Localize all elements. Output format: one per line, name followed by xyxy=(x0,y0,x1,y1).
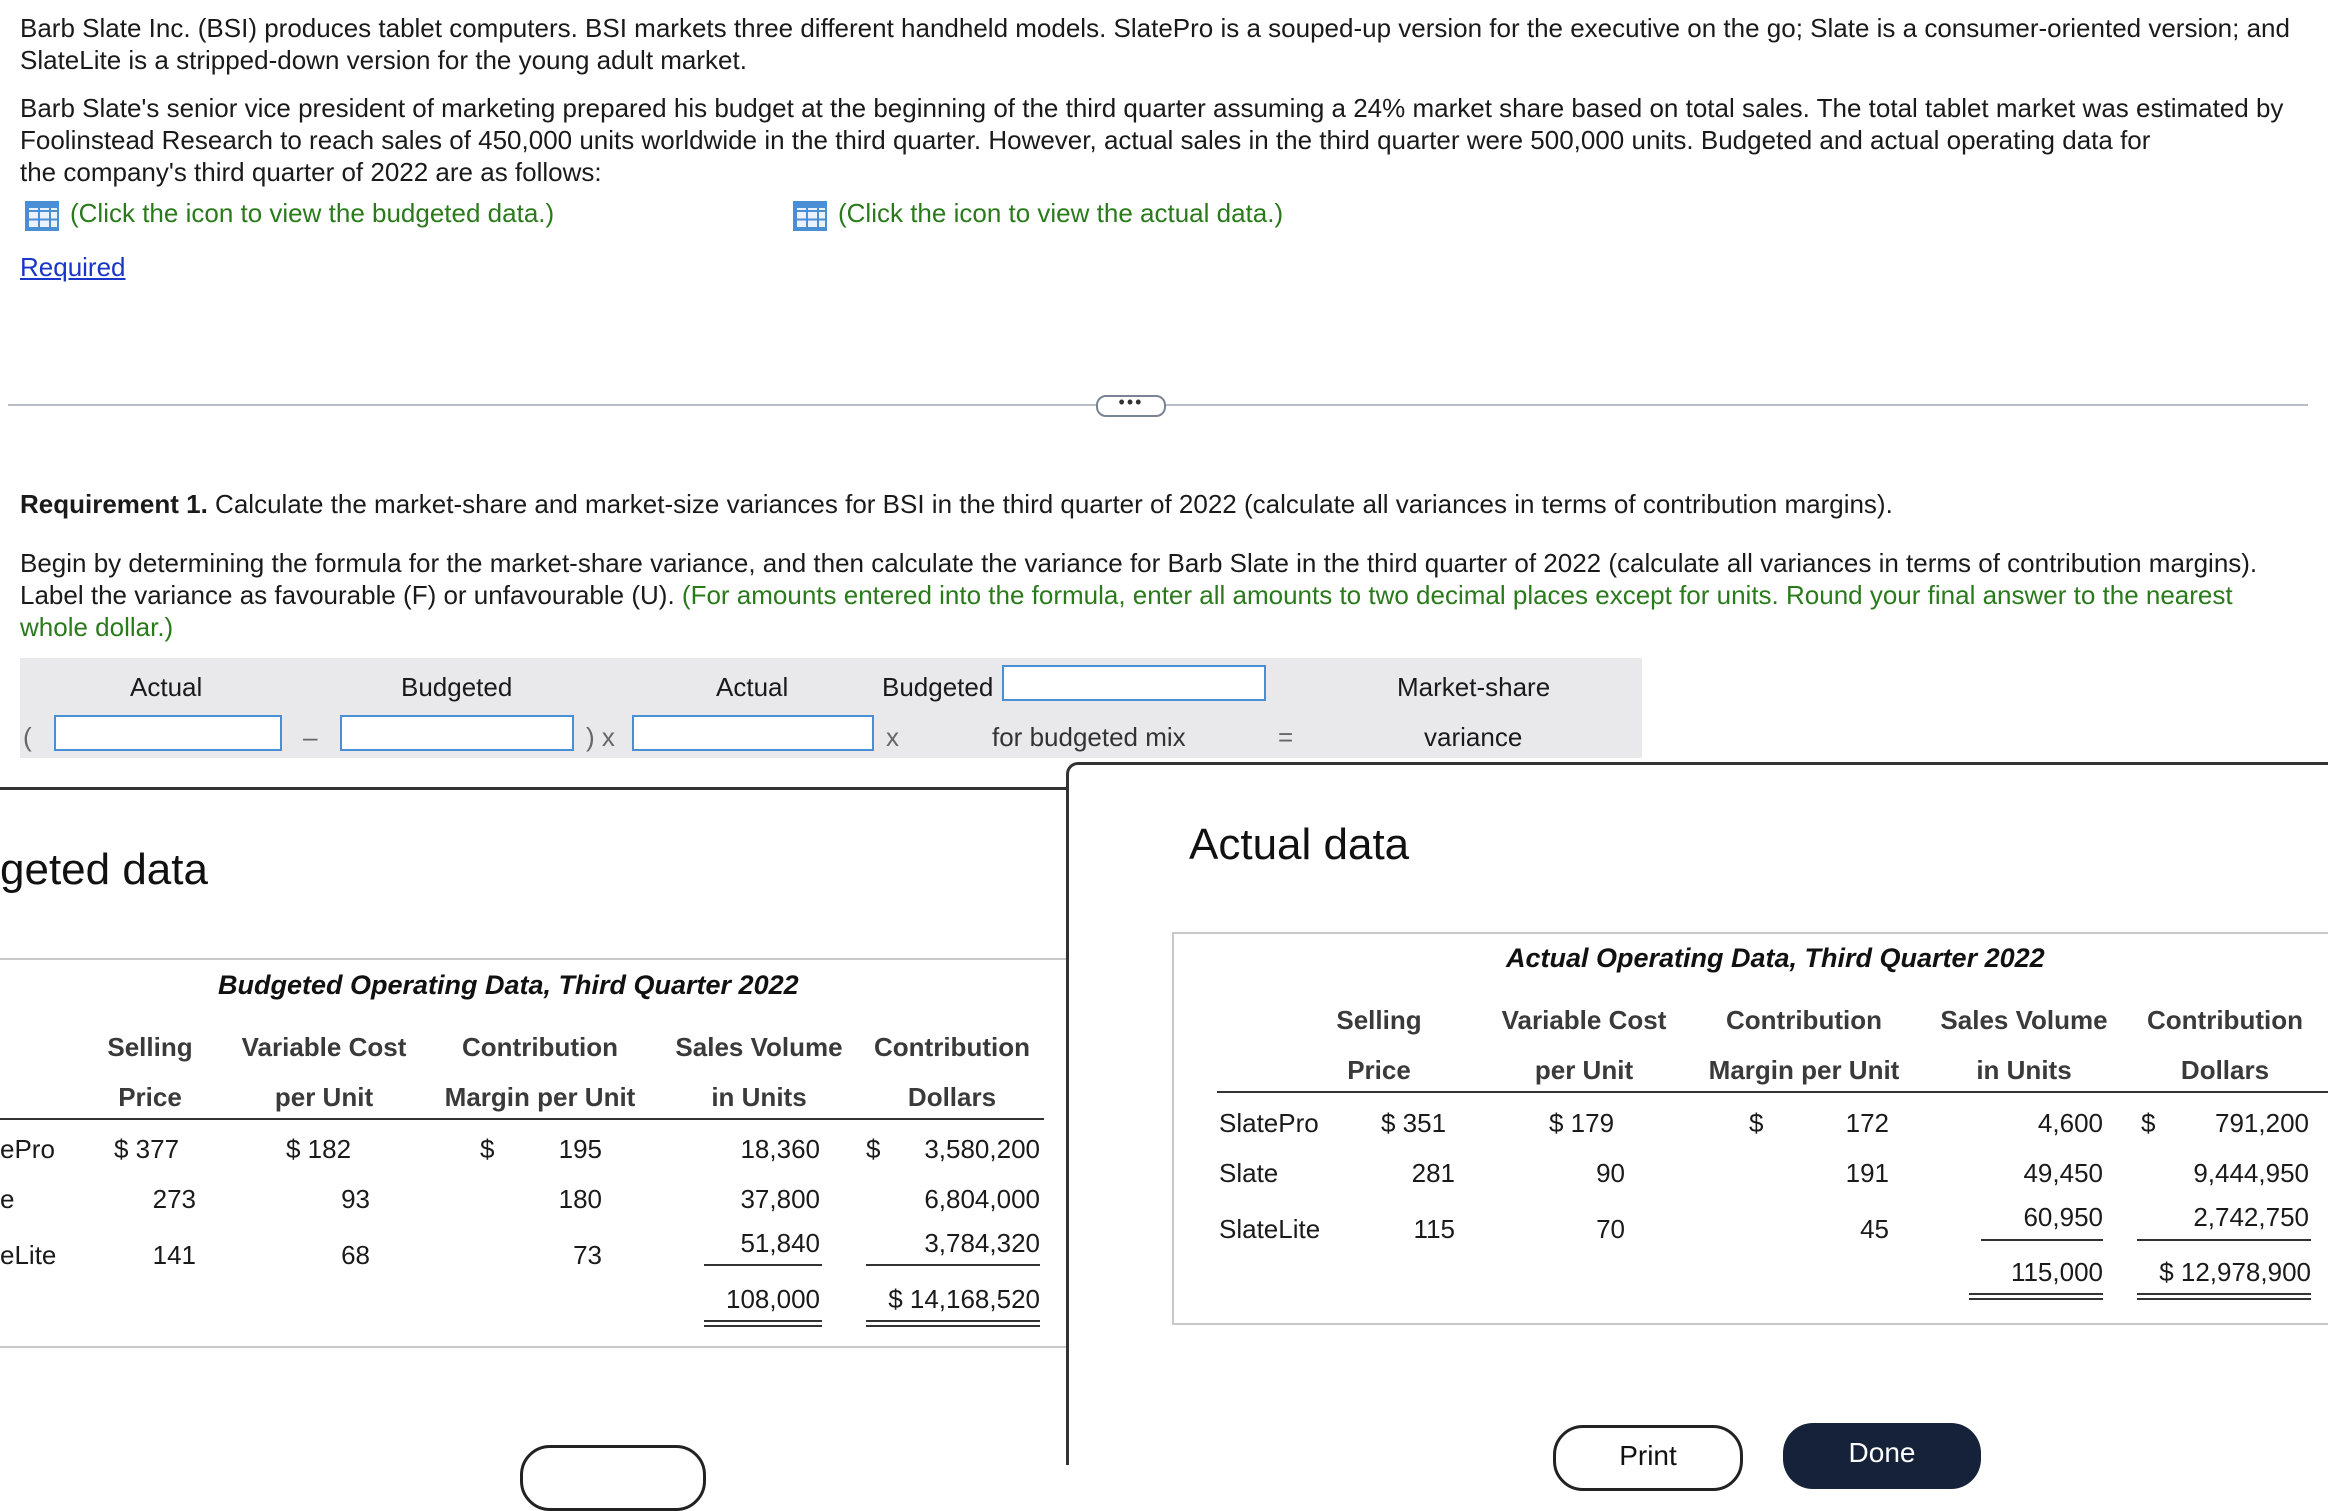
problem-budget-text xyxy=(20,92,2310,188)
requirement-heading xyxy=(20,488,2310,520)
row-variable-cost: 90 xyxy=(1596,1158,1625,1188)
row-product-name: SlateLite xyxy=(1219,1214,1321,1244)
header-variable-cost: Variable Cost xyxy=(1501,1005,1667,1035)
row-units: 49,450 xyxy=(2023,1158,2103,1188)
header-sales-volume: Sales Volume xyxy=(675,1032,843,1062)
done-button[interactable] xyxy=(1783,1423,1981,1489)
instruction-green: (For amounts entered into the formula, enter all amounts to two decimal places except for units. Round your final answer to the nearest xyxy=(681,580,2233,610)
formula-equals: = xyxy=(1278,722,1294,752)
print-button-label: Print xyxy=(1619,1440,1677,1471)
actual-market-size-input[interactable] xyxy=(632,715,874,751)
table-top-border xyxy=(0,958,1066,960)
formula-close-times: ) x xyxy=(586,722,615,752)
row-price: $ 351 xyxy=(1381,1108,1447,1138)
requirement-label: Requirement 1. xyxy=(20,489,208,519)
header-in-units: in Units xyxy=(711,1082,807,1112)
row-variable-cost: 68 xyxy=(341,1240,370,1270)
header-price: Price xyxy=(118,1082,182,1112)
row-product-name: eLite xyxy=(0,1240,57,1270)
header-sales-volume: Sales Volume xyxy=(1940,1005,2108,1035)
total-units: 115,000 xyxy=(2010,1257,2103,1287)
dollars-double-line xyxy=(2137,1298,2311,1300)
row-product-name: e xyxy=(0,1184,15,1214)
header-selling: Selling xyxy=(107,1032,193,1062)
instruction-line: Begin by determining the formula for the market-share variance, and then calculate the variance for Barb Slate in the third quarter of 2022 (calculate all variances in terms of contribution margins). xyxy=(20,548,2258,578)
dollars-subtotal-line xyxy=(2137,1239,2311,1241)
header-contribution-dollars: Contribution xyxy=(2147,1005,2303,1035)
row-contribution-margin: 191 xyxy=(1845,1158,1889,1188)
formula-header-result-1: Market-share xyxy=(1397,672,1551,702)
row-cd-dollar-sign: $ xyxy=(2141,1108,2156,1138)
header-dollars: Dollars xyxy=(907,1082,997,1112)
formula-open-paren: ( xyxy=(23,722,32,752)
done-button-label: Done xyxy=(1848,1437,1916,1468)
row-price: 281 xyxy=(1411,1158,1455,1188)
row-contribution-margin: 73 xyxy=(573,1240,602,1270)
budgeted-share-input[interactable] xyxy=(340,715,574,751)
row-cd-dollar-sign: $ xyxy=(866,1134,881,1164)
units-double-line xyxy=(1969,1293,2103,1295)
row-product-name: ePro xyxy=(0,1134,55,1164)
row-price: 141 xyxy=(152,1240,196,1270)
actual-data-link[interactable]: (Click the icon to view the actual data.) xyxy=(838,198,1284,228)
problem-line: Foolinstead Research to reach sales of 450,000 units worldwide in the third quarter. However, actual sales in the third quarter were 500,000 units. Budgeted and actual operating data for xyxy=(20,125,2151,155)
table-bottom-border xyxy=(0,1346,1066,1348)
market-share-formula xyxy=(20,658,1642,758)
row-contribution-margin: 45 xyxy=(1860,1214,1889,1244)
row-contribution-margin: 172 xyxy=(1845,1108,1889,1138)
formula-header-budgeted-1: Budgeted xyxy=(401,672,513,702)
header-underline xyxy=(0,1118,1044,1120)
actual-data-table-icon[interactable] xyxy=(793,201,827,231)
dollars-subtotal-line xyxy=(866,1264,1040,1266)
row-cm-dollar-sign: $ xyxy=(480,1134,495,1164)
row-price: 115 xyxy=(1413,1214,1455,1244)
print-button[interactable] xyxy=(1553,1425,1743,1491)
problem-intro: Barb Slate Inc. (BSI) produces tablet computers. BSI markets three different handheld models. SlatePro is a souped-up version for the executive on the go; Slate is a consumer-oriented version; and SlateLite is a stripped-down version for the young adult market. xyxy=(20,13,2290,75)
row-contribution-margin: 195 xyxy=(558,1134,602,1164)
actual-table-title: Actual Operating Data, Third Quarter 2022 xyxy=(1506,943,2045,973)
header-variable-cost: Variable Cost xyxy=(241,1032,407,1062)
dollars-double-line xyxy=(866,1325,1040,1327)
header-dollars: Dollars xyxy=(2180,1055,2270,1085)
units-double-line xyxy=(1969,1298,2103,1300)
header-margin-per-unit: Margin per Unit xyxy=(1708,1055,1900,1085)
formula-header-result-2: variance xyxy=(1424,722,1523,752)
row-contribution-dollars: 3,784,320 xyxy=(924,1228,1040,1258)
row-price: $ 377 xyxy=(114,1134,180,1164)
units-double-line xyxy=(704,1320,822,1322)
row-contribution-margin: 180 xyxy=(558,1184,602,1214)
instruction-line: whole dollar.) xyxy=(20,612,174,642)
row-price: 273 xyxy=(152,1184,196,1214)
dollars-double-line xyxy=(866,1320,1040,1322)
row-product-name: SlatePro xyxy=(1219,1108,1319,1138)
actual-share-input[interactable] xyxy=(54,715,282,751)
problem-line: Barb Slate's senior vice president of marketing prepared his budget at the beginning of the third quarter assuming a 24% market share based on total sales. The total tablet market was estimated by xyxy=(20,93,2284,123)
header-in-units: in Units xyxy=(1976,1055,2072,1085)
requirement-text: Calculate the market-share and market-size variances for BSI in the third quarter of 2022 (calculate all variances in terms of contribution margins). xyxy=(207,489,1893,519)
row-contribution-dollars: 791,200 xyxy=(2215,1108,2309,1138)
row-variable-cost: $ 179 xyxy=(1549,1108,1615,1138)
formula-times: x xyxy=(886,722,899,752)
row-contribution-dollars: 3,580,200 xyxy=(924,1134,1040,1164)
dollars-double-line xyxy=(2137,1293,2311,1295)
row-units: 60,950 xyxy=(2023,1202,2103,1232)
problem-line: the company's third quarter of 2022 are as follows: xyxy=(20,157,602,187)
budgeted-data-link[interactable]: (Click the icon to view the budgeted data.) xyxy=(70,198,555,228)
expand-ellipsis-button[interactable]: ••• xyxy=(1096,395,1166,417)
budgeted-data-table-icon[interactable] xyxy=(25,201,59,231)
total-contribution-dollars: $ 12,978,900 xyxy=(2159,1257,2311,1287)
header-price: Price xyxy=(1347,1055,1411,1085)
header-per-unit: per Unit xyxy=(274,1082,374,1112)
header-underline xyxy=(1217,1091,2328,1093)
budgeted-data-panel xyxy=(0,787,1070,1490)
header-per-unit: per Unit xyxy=(1534,1055,1634,1085)
formula-header-actual-2: Actual xyxy=(716,672,789,702)
formula-header-budgeted-2: Budgeted xyxy=(882,672,994,702)
units-double-line xyxy=(704,1325,822,1327)
actual-data-panel xyxy=(1066,762,2328,1471)
total-contribution-dollars: $ 14,168,520 xyxy=(888,1284,1040,1314)
header-contribution: Contribution xyxy=(462,1032,618,1062)
row-variable-cost: $ 182 xyxy=(286,1134,352,1164)
header-contribution: Contribution xyxy=(1726,1005,1882,1035)
row-variable-cost: 70 xyxy=(1596,1214,1625,1244)
row-cm-dollar-sign: $ xyxy=(1749,1108,1764,1138)
row-contribution-dollars: 9,444,950 xyxy=(2193,1158,2309,1188)
header-margin-per-unit: Margin per Unit xyxy=(444,1082,636,1112)
row-variable-cost: 93 xyxy=(341,1184,370,1214)
budgeted-descriptor-input[interactable] xyxy=(1002,665,1266,701)
row-contribution-dollars: 2,742,750 xyxy=(2193,1202,2309,1232)
formula-header-actual-1: Actual xyxy=(130,672,203,702)
row-units: 37,800 xyxy=(740,1184,820,1214)
formula-for-budgeted-mix: for budgeted mix xyxy=(992,722,1186,752)
row-contribution-dollars: 6,804,000 xyxy=(924,1184,1040,1214)
instruction-black: Label the variance as favourable (F) or unfavourable (U). xyxy=(20,580,682,610)
formula-minus: – xyxy=(303,722,318,752)
total-units: 108,000 xyxy=(726,1284,820,1314)
units-subtotal-line xyxy=(1981,1239,2103,1241)
budgeted-panel-title: geted data xyxy=(0,845,208,894)
header-contribution-dollars: Contribution xyxy=(874,1032,1030,1062)
row-units: 4,600 xyxy=(2037,1108,2103,1138)
required-link[interactable]: Required xyxy=(20,252,126,282)
requirement-instructions xyxy=(20,547,2310,643)
header-selling: Selling xyxy=(1336,1005,1422,1035)
budgeted-close-button[interactable] xyxy=(520,1445,706,1511)
row-product-name: Slate xyxy=(1219,1158,1279,1188)
instruction-line xyxy=(20,579,2310,611)
row-units: 51,840 xyxy=(740,1228,820,1258)
row-units: 18,360 xyxy=(740,1134,820,1164)
units-subtotal-line xyxy=(704,1264,822,1266)
actual-panel-title: Actual data xyxy=(1189,820,1410,869)
budgeted-table-title: Budgeted Operating Data, Third Quarter 2022 xyxy=(218,970,799,1000)
